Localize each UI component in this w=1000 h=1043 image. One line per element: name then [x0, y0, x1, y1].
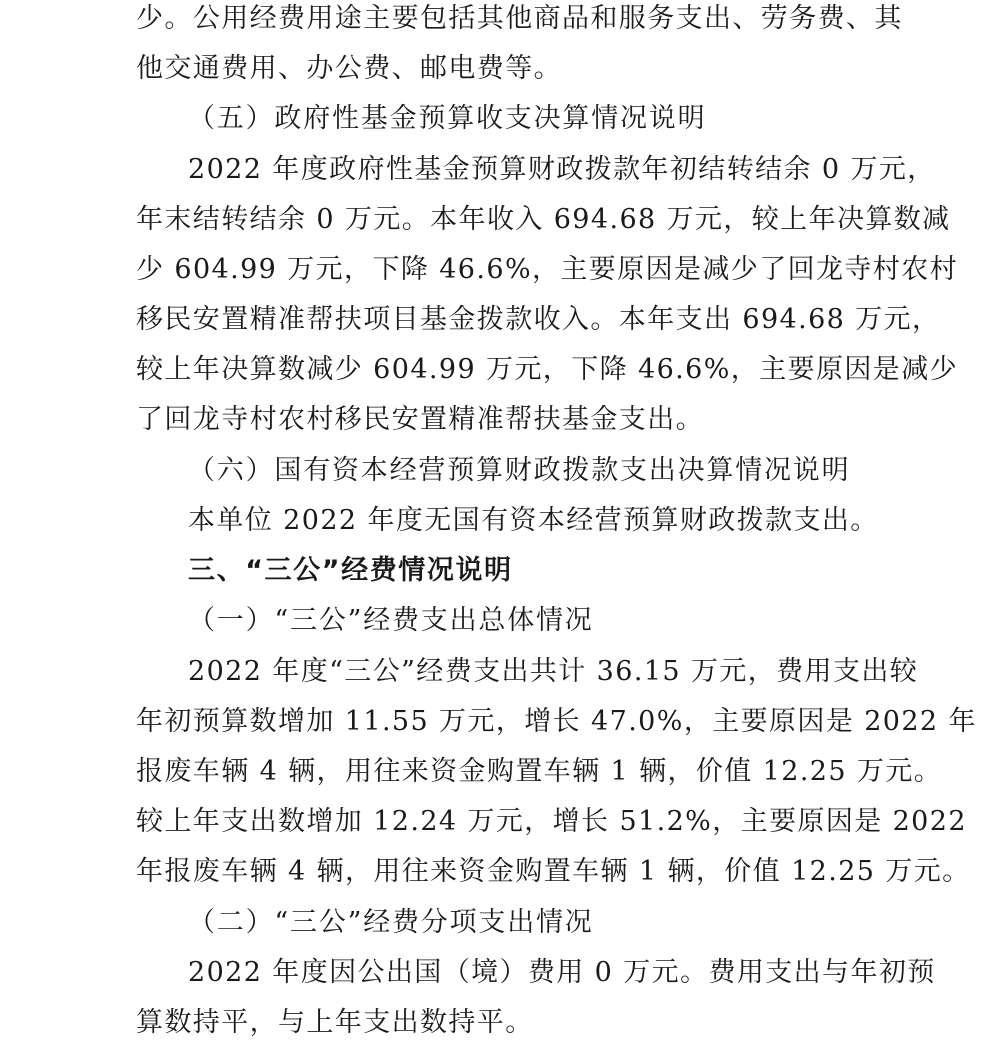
section-heading-6: （六）国有资本经营预算财政拨款支出决算情况说明 — [188, 455, 851, 486]
paragraph-line: 年末结转结余 0 万元。本年收入 694.68 万元，较上年决算数减 — [136, 204, 951, 235]
paragraph-line: 少 604.99 万元，下降 46.6%，主要原因是减少了回龙寺村农村 — [136, 254, 958, 285]
paragraph-line: 他交通费用、办公费、邮电费等。 — [136, 53, 562, 84]
paragraph-line: 报废车辆 4 辆，用往来资金购置车辆 1 辆，价值 12.25 万元。 — [136, 756, 943, 787]
section-heading-3-2: （二）“三公”经费分项支出情况 — [188, 907, 594, 938]
paragraph-line: 2022 年度因公出国（境）费用 0 万元。费用支出与年初预 — [188, 957, 936, 988]
paragraph-line: 少。公用经费用途主要包括其他商品和服务支出、劳务费、其 — [136, 3, 903, 34]
paragraph-line: 2022 年度“三公”经费支出共计 36.15 万元，费用支出较 — [188, 656, 919, 687]
chapter-heading-3: 三、“三公”经费情况说明 — [188, 555, 513, 586]
paragraph-line: 算数持平，与上年支出数持平。 — [136, 1007, 534, 1038]
paragraph-line: 了回龙寺村农村移民安置精准帮扶基金支出。 — [136, 404, 704, 435]
section-heading-5: （五）政府性基金预算收支决算情况说明 — [188, 103, 707, 134]
paragraph-line: 本单位 2022 年度无国有资本经营预算财政拨款支出。 — [188, 505, 879, 536]
section-heading-3-1: （一）“三公”经费支出总体情况 — [188, 605, 594, 636]
paragraph-line: 年报废车辆 4 辆，用往来资金购置车辆 1 辆，价值 12.25 万元。 — [136, 856, 971, 887]
paragraph-line: 移民安置精准帮扶项目基金拨款收入。本年支出 694.68 万元， — [136, 304, 941, 335]
paragraph-line: 较上年决算数减少 604.99 万元，下降 46.6%，主要原因是减少 — [136, 354, 958, 385]
paragraph-line: 2022 年度政府性基金预算财政拨款年初结转结余 0 万元， — [188, 154, 936, 185]
paragraph-line: 较上年支出数增加 12.24 万元，增长 51.2%，主要原因是 2022 — [136, 806, 967, 837]
paragraph-line: 年初预算数增加 11.55 万元，增长 47.0%，主要原因是 2022 年 — [136, 706, 977, 737]
